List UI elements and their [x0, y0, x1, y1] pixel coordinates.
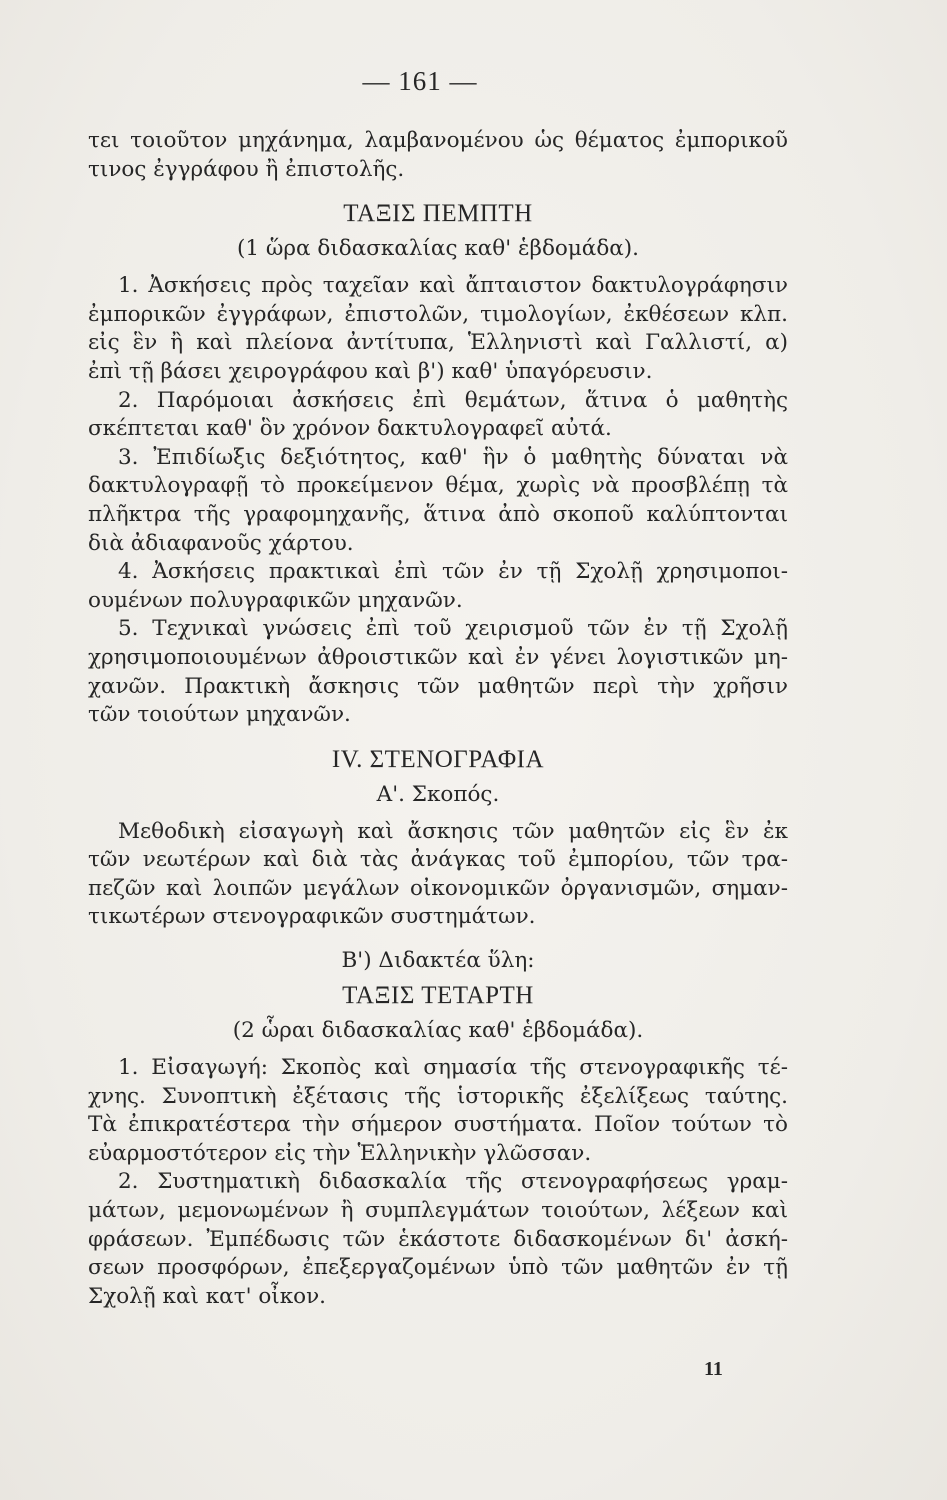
section-subheading: Β') Διδακτέα ὕλη:	[341, 948, 535, 974]
text-line: 4. Ἀσκήσεις πρακτικαὶ ἐπὶ τῶν ἐν τῇ Σχολῇ χρησιμοποι-	[118, 559, 788, 585]
signature-mark: 11	[704, 1358, 723, 1380]
text-line: φράσεων. Ἐμπέδωσις τῶν ἑκάστοτε διδασκομένων δι' ἀσκή-	[88, 1226, 788, 1252]
text-line: διὰ ἀδιαφανοῦς χάρτου.	[88, 530, 354, 556]
text-line: Τὰ ἐπικρατέστερα τὴν σήμερον συστήματα. Ποῖον τούτων τὸ	[88, 1112, 788, 1138]
text-line: σεων προσφόρων, ἐπεξεργαζομένων ὑπὸ τῶν μαθητῶν ἐν τῇ	[88, 1255, 788, 1281]
section-heading-taxis-pempti: ΤΑΞΙΣ ΠΕΜΠΤΗ	[343, 200, 533, 228]
text-line: 3. Ἐπιδίωξις δεξιότητος, καθ' ἣν ὁ μαθητὴς δύναται νὰ	[118, 444, 788, 470]
text-line: τῶν νεωτέρων καὶ διὰ τὰς ἀνάγκας τοῦ ἐμπορίου, τῶν τρα-	[88, 847, 788, 873]
text-line: τῶν τοιούτων μηχανῶν.	[88, 702, 351, 728]
text-line: τινος ἐγγράφου ἢ ἐπιστολῆς.	[88, 156, 405, 182]
text-line: χνης. Συνοπτικὴ ἐξέτασις τῆς ἱστορικῆς ἐξελίξεως ταύτης.	[88, 1083, 788, 1109]
section-subheading: Α'. Σκοπός.	[376, 781, 500, 807]
text-line: 2. Συστηματικὴ διδασκαλία τῆς στενογραφήσεως γραμ-	[118, 1169, 788, 1195]
text-line: 2. Παρόμοιαι ἀσκήσεις ἐπὶ θεμάτων, ἅτινα ὁ μαθητὴς	[118, 387, 788, 413]
text-line: ουμένων πολυγραφικῶν μηχανῶν.	[88, 587, 463, 613]
text-line: ἐμπορικῶν ἐγγράφων, ἐπιστολῶν, τιμολογίων, ἐκθέσεων κλπ.	[88, 301, 788, 327]
text-line: χρησιμοποιουμένων ἀθροιστικῶν καὶ ἐν γένει λογιστικῶν μη-	[88, 644, 788, 670]
text-line: τει τοιοῦτον μηχάνημα, λαμβανομένου ὡς θέματος ἐμπορικοῦ	[88, 128, 788, 153]
text-line: δακτυλογραφῇ τὸ προκείμενον θέμα, χωρὶς νὰ προσβλέπῃ τὰ	[88, 473, 788, 499]
text-line: ἐπὶ τῇ βάσει χειρογράφου καὶ β') καθ' ὑπαγόρευσιν.	[88, 358, 653, 384]
section-subheading: (2 ὧραι διδασκαλίας καθ' ἑβδομάδα).	[232, 1018, 644, 1044]
text-line: σκέπτεται καθ' ὃν χρόνον δακτυλογραφεῖ αὐτά.	[88, 416, 612, 442]
text-line: τικωτέρων στενογραφικῶν συστημάτων.	[88, 904, 536, 930]
text-line: Σχολῇ καὶ κατ' οἶκον.	[88, 1283, 326, 1309]
text-line: πεζῶν καὶ λοιπῶν μεγάλων οἰκονομικῶν ὀργανισμῶν, σημαν-	[88, 875, 788, 901]
section-subheading: (1 ὥρα διδασκαλίας καθ' ἑβδομάδα).	[236, 236, 640, 262]
text-line: χανῶν. Πρακτικὴ ἄσκησις τῶν μαθητῶν περὶ τὴν χρῆσιν	[88, 673, 788, 699]
text-line: εὐαρμοστότερον εἰς τὴν Ἑλληνικὴν γλῶσσαν.	[88, 1140, 592, 1166]
text-line: 5. Τεχνικαὶ γνώσεις ἐπὶ τοῦ χειρισμοῦ τῶν ἐν τῇ Σχολῇ	[118, 616, 788, 642]
section-heading-stenografia: IV. ΣΤΕΝΟΓΡΑΦΙΑ	[331, 745, 545, 773]
text-line: 1. Εἰσαγωγή: Σκοπὸς καὶ σημασία τῆς στενογραφικῆς τέ-	[118, 1055, 788, 1081]
page-body	[88, 127, 788, 1311]
section-heading-taxis-tetarti: ΤΑΞΙΣ ΤΕΤΑΡΤΗ	[342, 982, 534, 1010]
text-line: 1. Ἀσκήσεις πρὸς ταχεῖαν καὶ ἄπταιστον δακτυλογράφησιν	[118, 273, 788, 299]
text-line: πλῆκτρα τῆς γραφομηχανῆς, ἅτινα ἀπὸ σκοποῦ καλύπτονται	[88, 501, 788, 527]
page-number: — 161 —	[362, 66, 478, 96]
text-line: εἰς ἓν ἢ καὶ πλείονα ἀντίτυπα, Ἑλληνιστὶ καὶ Γαλλιστί, α)	[88, 330, 788, 356]
text-line: Μεθοδικὴ εἰσαγωγὴ καὶ ἄσκησις τῶν μαθητῶν εἰς ἓν ἐκ	[118, 818, 788, 844]
text-line: μάτων, μεμονωμένων ἢ συμπλεγμάτων τοιούτων, λέξεων καὶ	[88, 1198, 788, 1224]
